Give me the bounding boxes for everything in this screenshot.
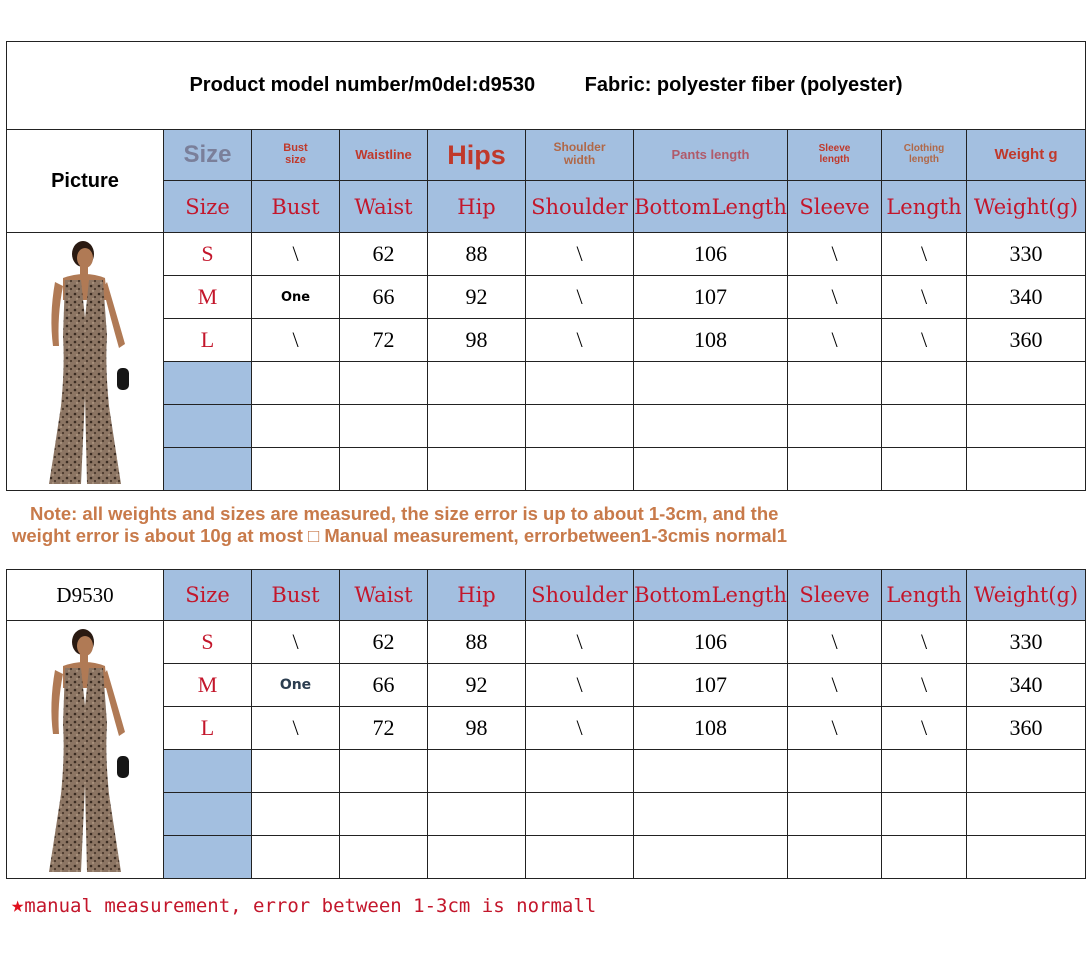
- cell-length: \: [882, 664, 967, 707]
- cell-size: L: [164, 319, 252, 362]
- empty-size-cell: [164, 836, 252, 879]
- header-sleeve: Sleeve: [788, 181, 882, 233]
- table-row: [7, 276, 1086, 319]
- cell-sleeve: \: [788, 707, 882, 750]
- cell-waist: 66: [340, 276, 428, 319]
- header-size: Size: [164, 181, 252, 233]
- header-en-hips: Hips: [428, 130, 526, 181]
- header-weight: Weight(g): [967, 570, 1086, 621]
- cell-bust: \: [252, 707, 340, 750]
- empty-size-cell: [164, 750, 252, 793]
- picture-label: Picture: [7, 130, 164, 233]
- header-hip: Hip: [428, 570, 526, 621]
- cell-shoulder: \: [526, 621, 634, 664]
- cell-shoulder: \: [526, 664, 634, 707]
- header-en-bust: Bust size: [252, 130, 340, 181]
- note-line-1: Note: all weights and sizes are measured, the size error is up to about 1-3cm, and the: [30, 503, 779, 524]
- cell-sleeve: \: [788, 276, 882, 319]
- footer-note: [11, 893, 596, 918]
- header-hip: Hip: [428, 181, 526, 233]
- table-row: [7, 664, 1086, 707]
- cell-weight: 330: [967, 621, 1086, 664]
- cell-hip: 88: [428, 621, 526, 664]
- cell-bottom-length: 107: [634, 276, 788, 319]
- cell-length: \: [882, 233, 967, 276]
- cell-bottom-length: 108: [634, 319, 788, 362]
- cell-length: \: [882, 621, 967, 664]
- note-line-2: weight error is about 10g at most □ Manual measurement, errorbetween1-3cmis normal1: [12, 525, 788, 546]
- cell-bottom-length: 106: [634, 233, 788, 276]
- empty-size-cell: [164, 448, 252, 491]
- table-row: [7, 233, 1086, 276]
- cell-hip: 88: [428, 233, 526, 276]
- header-en-clothing-length: Clothing length: [882, 130, 967, 181]
- model-picture: [7, 233, 164, 491]
- cell-weight: 340: [967, 276, 1086, 319]
- model-code-label: D9530: [7, 570, 164, 621]
- header-shoulder: Shoulder: [526, 570, 634, 621]
- cell-size: L: [164, 707, 252, 750]
- fabric-title: Fabric: polyester fiber (polyester): [584, 74, 903, 96]
- header-bust: Bust: [252, 181, 340, 233]
- cell-bottom-length: 108: [634, 707, 788, 750]
- cell-weight: 330: [967, 233, 1086, 276]
- header-size: Size: [164, 570, 252, 621]
- header-bottom-length: BottomLength: [634, 181, 788, 233]
- empty-row: [7, 836, 1086, 879]
- model-picture: [7, 621, 164, 879]
- cell-size: S: [164, 621, 252, 664]
- header-sleeve: Sleeve: [788, 570, 882, 621]
- header-en-sleeve: Sleeve length: [788, 130, 882, 181]
- cell-sleeve: \: [788, 621, 882, 664]
- cell-waist: 62: [340, 233, 428, 276]
- empty-row: [7, 793, 1086, 836]
- empty-size-cell: [164, 362, 252, 405]
- cell-size: M: [164, 664, 252, 707]
- cell-hip: 92: [428, 664, 526, 707]
- product-model-title: Product model number/m0del:d9530: [189, 74, 536, 96]
- cell-bust: \: [252, 233, 340, 276]
- cell-size: M: [164, 276, 252, 319]
- empty-row: [7, 448, 1086, 491]
- empty-row: [7, 750, 1086, 793]
- cell-weight: 340: [967, 664, 1086, 707]
- cell-bottom-length: 106: [634, 621, 788, 664]
- cell-length: \: [882, 319, 967, 362]
- header-bottom-length: BottomLength: [634, 570, 788, 621]
- model-photo-icon: [25, 624, 145, 876]
- cell-bust: One: [252, 664, 340, 707]
- table-row: [7, 621, 1086, 664]
- empty-size-cell: [164, 405, 252, 448]
- title-row: [7, 42, 1086, 130]
- cell-waist: 62: [340, 621, 428, 664]
- header-en-waistline: Waistline: [340, 130, 428, 181]
- cell-waist: 72: [340, 707, 428, 750]
- cell-hip: 92: [428, 276, 526, 319]
- cell-sleeve: \: [788, 664, 882, 707]
- star-icon: ★: [11, 893, 25, 918]
- cell-shoulder: \: [526, 233, 634, 276]
- header-en-size: Size: [164, 130, 252, 181]
- size-chart-table-2: [6, 569, 1086, 879]
- header-length: Length: [882, 181, 967, 233]
- cell-bust: One: [252, 276, 340, 319]
- cell-bust: \: [252, 621, 340, 664]
- size-chart-table-1: [6, 41, 1086, 491]
- cell-shoulder: \: [526, 707, 634, 750]
- table-row: [7, 707, 1086, 750]
- cell-weight: 360: [967, 319, 1086, 362]
- cell-waist: 72: [340, 319, 428, 362]
- cell-sleeve: \: [788, 233, 882, 276]
- footer-text: manual measurement, error between 1-3cm is normall: [24, 895, 597, 917]
- cell-shoulder: \: [526, 276, 634, 319]
- header-waist: Waist: [340, 181, 428, 233]
- cell-length: \: [882, 707, 967, 750]
- header-weight: Weight(g): [967, 181, 1086, 233]
- cell-hip: 98: [428, 707, 526, 750]
- cell-waist: 66: [340, 664, 428, 707]
- header-en-pants-length: Pants length: [634, 130, 788, 181]
- header-en-weight: Weight g: [967, 130, 1086, 181]
- table-row: [7, 319, 1086, 362]
- cell-shoulder: \: [526, 319, 634, 362]
- cell-weight: 360: [967, 707, 1086, 750]
- cell-sleeve: \: [788, 319, 882, 362]
- header-waist: Waist: [340, 570, 428, 621]
- cell-bottom-length: 107: [634, 664, 788, 707]
- header-shoulder: Shoulder: [526, 181, 634, 233]
- header-bust: Bust: [252, 570, 340, 621]
- model-photo-icon: [25, 236, 145, 488]
- measurement-note: [12, 503, 1072, 547]
- empty-row: [7, 362, 1086, 405]
- cell-hip: 98: [428, 319, 526, 362]
- cell-bust: \: [252, 319, 340, 362]
- empty-size-cell: [164, 793, 252, 836]
- cell-size: S: [164, 233, 252, 276]
- header-length: Length: [882, 570, 967, 621]
- empty-row: [7, 405, 1086, 448]
- cell-length: \: [882, 276, 967, 319]
- header-en-shoulder: Shoulder width: [526, 130, 634, 181]
